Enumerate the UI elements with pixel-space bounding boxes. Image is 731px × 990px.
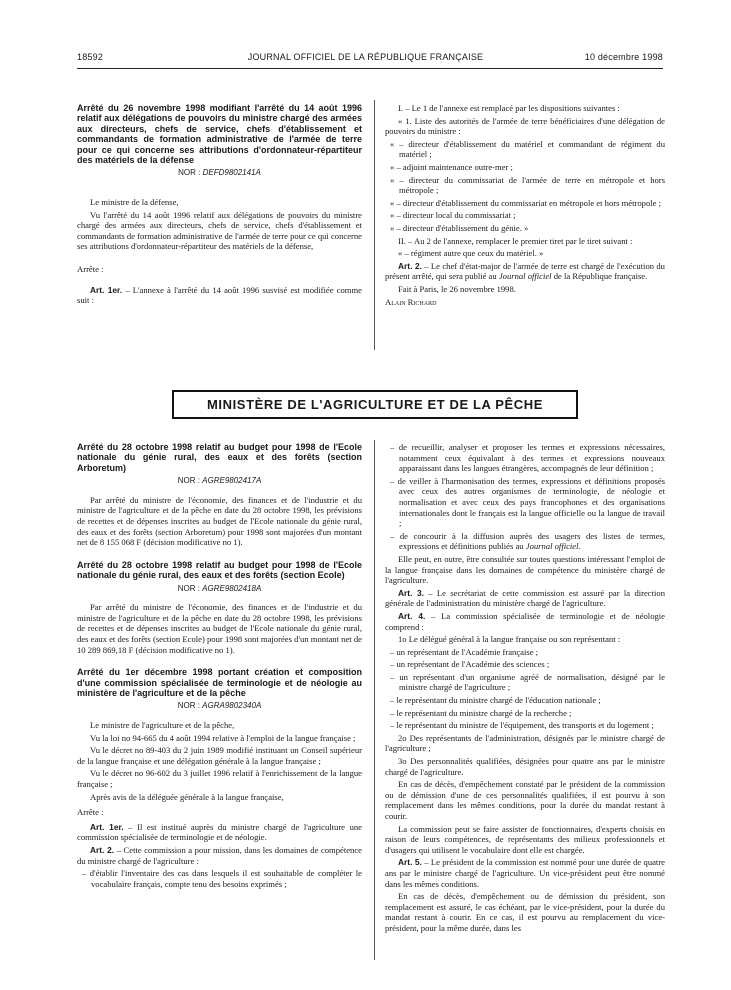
list-item: – un représentant de l'Académie française ; bbox=[390, 646, 539, 657]
issue-date: 10 décembre 1998 bbox=[584, 52, 663, 62]
list-item: – de veiller à l'harmonisation des termes, expressions et définitions proposés avec ceux des autres organismes de terminologie, de néologie et normalisation et avec ceux des pays francophones et des organisations internationales dont le français est la langue officielle ou la langue de travail ; bbox=[390, 475, 665, 529]
nor-reference: NOR : AGRE9802417A bbox=[177, 476, 262, 486]
paragraph: 1o Le délégué général à la langue française ou son représentant : bbox=[398, 634, 621, 645]
paragraph: Vu la loi no 94-665 du 4 août 1994 relative à l'emploi de la langue française ; bbox=[90, 732, 356, 743]
top-left-column bbox=[77, 103, 362, 308]
list-item: « – adjoint maintenance outre-mer ; bbox=[390, 161, 513, 172]
paragraph: I. – Le 1 de l'annexe est remplacé par les dispositions suivantes : bbox=[398, 103, 620, 113]
article-title: Arrêté du 28 octobre 1998 relatif au budget pour 1998 de l'Ecole nationale du génie rural, des eaux et des forêts (section Ecole) bbox=[77, 559, 362, 581]
ministry-banner: MINISTÈRE DE L'AGRICULTURE ET DE LA PÊCHE bbox=[172, 390, 578, 419]
journal-title: JOURNAL OFFICIEL DE LA RÉPUBLIQUE FRANÇAISE bbox=[247, 52, 484, 62]
bottom-right-column bbox=[385, 442, 665, 936]
header-rule bbox=[77, 68, 663, 69]
top-right-column bbox=[385, 103, 665, 309]
paragraph: Elle peut, en outre, être consultée sur toutes questions intéressant l'emploi de la langue française dans les domaines de compétence du ministère chargé de l'agriculture. bbox=[385, 553, 665, 586]
article-2: Art. 2. – Cette commission a pour mission, dans les domaines de compétence du ministre chargé de l'agriculture : bbox=[77, 844, 362, 866]
article-title: Arrêté du 1er décembre 1998 portant création et composition d'une commission spécialisée de terminologie et de néologie au ministère de l'agriculture et de la pêche bbox=[77, 667, 362, 698]
page-number: 18592 bbox=[77, 52, 104, 62]
paragraph: « 1. Liste des autorités de l'armée de terre bénéficiaires d'une délégation de pouvoirs du ministre : bbox=[385, 115, 665, 137]
paragraph: Vu le décret no 96-602 du 3 juillet 1996 relatif à l'enrichissement de la langue française ; bbox=[77, 768, 362, 789]
list-item: – d'établir l'inventaire des cas dans lesquels il est souhaitable de compléter le vocabulaire français, compte tenu des besoins exprimés ; bbox=[82, 868, 362, 889]
list-item: « – directeur du commissariat de l'armée de terre en métropole et hors métropole ; bbox=[390, 174, 665, 196]
article-4: Art. 4. – La commission spécialisée de terminologie et de néologie comprend : bbox=[385, 610, 665, 632]
arrete-heading: Arrête : bbox=[77, 807, 104, 818]
paragraph: La commission peut se faire assister de fonctionnaires, d'experts choisis en raison de leurs compétences, de représentants des milieux professionnels et d'usagers qui utilisent le vocabulaire dont elle est chargée. bbox=[385, 823, 665, 855]
paragraph: En cas de décès, d'empêchement ou de démission du président, son remplacement est assuré, le cas échéant, par le vice-président, pour la durée du mandat restant à courir. En ce cas, il est pourvu au remplacement du vice-président, pour la même durée, dans les bbox=[385, 891, 665, 933]
arrete-heading: Arrête : bbox=[77, 264, 104, 274]
list-item: – de concourir à la diffusion auprès des usagers des listes de termes, expressions et définitions publiés au Journal officiel. bbox=[390, 530, 665, 552]
article-3: Art. 3. – Le secrétariat de cette commission est assuré par la direction générale de l'administration du ministère chargé de l'agriculture. bbox=[385, 587, 665, 609]
bottom-left-column bbox=[77, 442, 362, 891]
list-item: « – directeur d'établissement du matériel et commandant de régiment du matériel ; bbox=[390, 138, 665, 160]
paragraph: Par arrêté du ministre de l'économie, des finances et de l'industrie et du ministre de l'agriculture et de la pêche en date du 28 octobre 1998, les prévisions de recettes et de dépenses inscrites au budget de l'Ecole nationale du génie rural, des eaux et des forêts (section Arboretum) pour 1998 sont majorées d'un montant net de 8 155 068 F (décision modificative no 1). bbox=[77, 494, 362, 548]
list-item: – le représentant du ministre de l'équipement, des transports et du logement ; bbox=[390, 720, 654, 731]
paragraph: Le ministre de la défense, bbox=[90, 197, 179, 208]
list-item: – un représentant d'un organisme agréé de normalisation, désigné par le ministre chargé de l'agriculture ; bbox=[390, 671, 665, 693]
list-item: – de recueillir, analyser et proposer les termes et expressions nécessaires, notamment ceux équivalant à des termes et expressions nouveaux apparaissant dans les langues étrangères, accompagnés de leur définition ; bbox=[390, 442, 665, 474]
article-1: Art. 1er. – Il est institué auprès du ministre chargé de l'agriculture une commission spécialisée de terminologie et de néologie. bbox=[77, 821, 362, 843]
nor-reference: NOR : DEFD9802141A bbox=[178, 168, 261, 178]
list-item: – le représentant du ministre chargé de la recherche ; bbox=[390, 707, 572, 718]
paragraph: II. – Au 2 de l'annexe, remplacer le premier tiret par le tiret suivant : bbox=[398, 235, 633, 246]
article-1: Art. 1er. – L'annexe à l'arrêté du 14 août 1996 susvisé est modifiée comme suit : bbox=[77, 284, 362, 306]
article-title: Arrêté du 28 octobre 1998 relatif au budget pour 1998 de l'Ecole nationale du génie rural, des eaux et des forêts (section Arboretum) bbox=[77, 442, 362, 473]
column-divider bbox=[374, 100, 375, 350]
paragraph: En cas de décès, d'empêchement constaté par le président de la commission ou de démission d'une de ces personnalités qualifiées, il est pourvu à son remplacement dans les mêmes conditions, pour la durée du mandat restant à courir. bbox=[385, 779, 665, 821]
paragraph: Vu l'arrêté du 14 août 1996 relatif aux délégations de pouvoirs du ministre chargé des armées aux directeurs, chefs de service, chefs d'établissement et commandants de formation administrative de l'armée de terre pour ce qui concerne ses attributions d'ordonnateur-répartiteur des matériels de la défense, bbox=[77, 209, 362, 252]
list-item: « – directeur local du commissariat ; bbox=[390, 210, 516, 221]
article-5: Art. 5. – Le président de la commission est nommé pour une durée de quatre ans par le ministre chargé de l'agriculture. Un vice-président peut être nommé dans les mêmes conditions. bbox=[385, 857, 665, 889]
list-item: – le représentant du ministre chargé de l'éducation nationale ; bbox=[390, 695, 601, 706]
paragraph: Le ministre de l'agriculture et de la pêche, bbox=[90, 719, 235, 730]
article-title: Arrêté du 26 novembre 1998 modifiant l'arrêté du 14 août 1996 relatif aux délégations de pouvoirs du ministre chargé des armées aux directeurs, chefs de service, chefs d'établissement et commandants de formation administrative de l'armée de terre pour ce qui concerne ses attributions d'ordonnateur-répartiteur des matériels de la défense bbox=[77, 103, 362, 166]
list-item: « – directeur d'établissement du génie. » bbox=[390, 222, 529, 233]
list-item: « – directeur d'établissement du commissariat en métropole et hors métropole ; bbox=[390, 197, 661, 208]
list-item: – un représentant de l'Académie des sciences ; bbox=[390, 659, 550, 670]
article-2: Art. 2. – Le chef d'état-major de l'armée de terre est chargé de l'exécution du présent arrêté, qui sera publié au Journal officiel de la République française. bbox=[385, 260, 665, 282]
fait-a-paris: Fait à Paris, le 26 novembre 1998. bbox=[398, 283, 516, 294]
signature: Alain Richard bbox=[385, 296, 437, 307]
paragraph: « – régiment autre que ceux du matériel. » bbox=[398, 248, 544, 259]
paragraph: 2o Des représentants de l'administration, désignés par le ministre chargé de l'agriculture ; bbox=[385, 732, 665, 754]
paragraph: Vu le décret no 89-403 du 2 juin 1989 modifié instituant un Conseil supérieur de la langue française et une délégation générale à la langue française ; bbox=[77, 745, 362, 766]
paragraph: Par arrêté du ministre de l'économie, des finances et de l'industrie et du ministre de l'agriculture et de la pêche en date du 28 octobre 1998, les prévisions de recettes et de dépenses inscrites au budget de l'Ecole nationale du génie rural, des eaux et des forêts (section Ecole) pour 1998 sont majorées d'un montant net de 10 289 869,18 F (décision modificative no 1). bbox=[77, 602, 362, 655]
nor-reference: NOR : AGRE9802418A bbox=[177, 583, 262, 593]
nor-reference: NOR : AGRA9802340A bbox=[177, 701, 262, 711]
column-divider bbox=[374, 440, 375, 960]
paragraph: Après avis de la déléguée générale à la langue française, bbox=[90, 791, 284, 802]
paragraph: 3o Des personnalités qualifiées, désignées pour quatre ans par le ministre chargé de l'agriculture. bbox=[385, 756, 665, 777]
